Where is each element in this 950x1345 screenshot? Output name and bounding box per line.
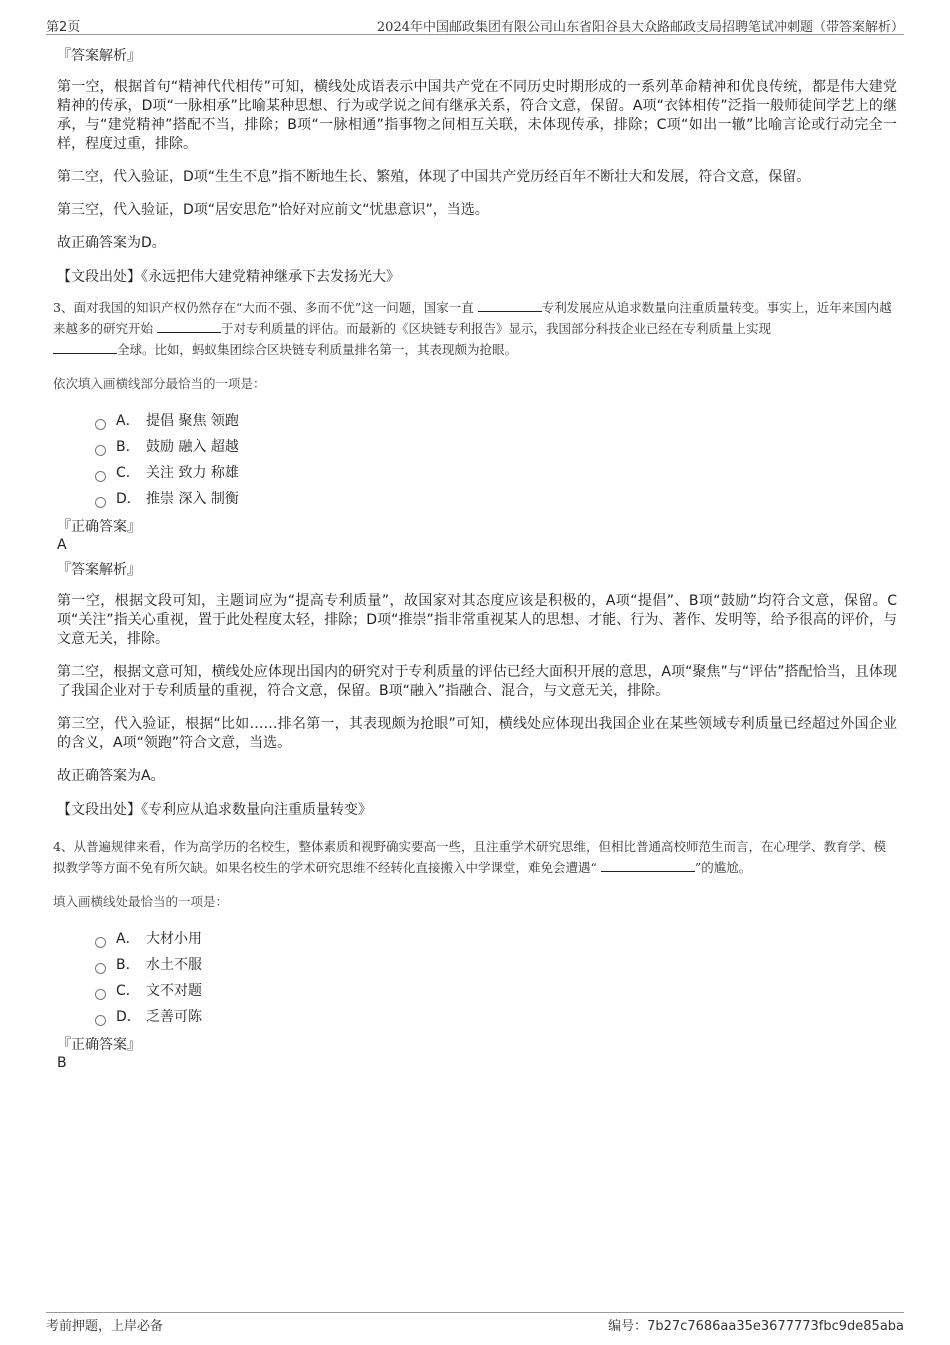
page-number: 第2页 (46, 20, 81, 35)
radio-icon[interactable] (95, 471, 106, 482)
correct-answer-label: 『正确答案』 (57, 519, 141, 535)
analysis-paragraph: 第三空，代入验证，D项“居安思危”恰好对应前文“忧患意识”，当选。 (57, 202, 489, 218)
analysis-paragraph: 第三空，代入验证，根据“比如……排名第一，其表现颇为抢眼”可知，横线处应体现出我国企业在某些领域专利质量已经超过外国企业的含义，A项“领跑”符合文意，当选。 (57, 716, 897, 751)
source-citation: 【文段出处】《永远把伟大建党精神继承下去发扬光大》 (57, 269, 400, 285)
source-citation: 【文段出处】《专利应从追求数量向注重质量转变》 (57, 802, 372, 818)
fill-blank (53, 341, 117, 354)
document-title: 2024年中国邮政集团有限公司山东省阳谷县大众路邮政支局招聘笔试冲刺题（带答案解析） (376, 20, 904, 35)
option-a[interactable]: A． 大材小用 (95, 926, 897, 952)
radio-icon[interactable] (95, 989, 106, 1000)
radio-icon[interactable] (95, 497, 106, 508)
correct-answer-label: 『正确答案』 (57, 1037, 141, 1053)
option-b[interactable]: B． 鼓励 融入 超越 (95, 434, 897, 460)
question-4-options (95, 926, 897, 1030)
fill-blank (157, 320, 221, 333)
analysis-paragraph: 第一空，根据首句“精神代代相传”可知，横线处成语表示中国共产党在不同历史时期形成的一系列革命精神和优良传统，都是伟大建党精神的传承，D项“一脉相承”比喻某种思想、行为或学说之间有继承关系，符合文意，保留。A项“衣钵相传”泛指一般师徒间学艺上的继承，与“建党精神”搭配不当，排除；B项“一脉相通”指事物之间相互关联，未体现传承，排除；C项“如出一辙”比喻言论或行动完全一样，程度过重，排除。 (57, 79, 897, 152)
correct-answer: A (57, 537, 67, 553)
option-b[interactable]: B． 水土不服 (95, 952, 897, 978)
option-a[interactable]: A． 提倡 聚焦 领跑 (95, 408, 897, 434)
analysis-label: 『答案解析』 (57, 562, 141, 578)
radio-icon[interactable] (95, 937, 106, 948)
option-c[interactable]: C． 文不对题 (95, 978, 897, 1004)
radio-icon[interactable] (95, 963, 106, 974)
analysis-paragraph: 故正确答案为D。 (57, 235, 166, 251)
fill-blank (601, 859, 695, 872)
fill-blank (478, 299, 542, 312)
analysis-label: 『答案解析』 (57, 48, 141, 64)
question-3-options (95, 408, 897, 512)
document-body (53, 46, 897, 1078)
question-4-text: 4、从普遍规律来看，作为高学历的名校生，整体素质和视野确实要高一些，且注重学术研究思维，但相比普通高校师范生而言，在心理学、教育学、模拟教学等方面不免有所欠缺。如果名校生的学术研究思维不经转化直接搬入中学课堂，难免会遭遇“ ”的尴尬。 (53, 839, 886, 875)
footer-slogan: 考前押题，上岸必备 (46, 1319, 164, 1334)
analysis-paragraph: 第一空，根据文段可知，主题词应为“提高专利质量”，故国家对其态度应该是积极的，A项“提倡”、B项“鼓励”均符合文意，保留。C项“关注”指关心重视，置于此处程度太轻，排除；D项“推崇”指非常重视某人的思想、才能、行为、著作、发明等，给予很高的评价，与文意无关，排除。 (57, 593, 897, 647)
option-d[interactable]: D． 推崇 深入 制衡 (95, 486, 897, 512)
correct-answer: B (57, 1055, 67, 1071)
question-instruction: 依次填入画横线部分最恰当的一项是： (53, 376, 266, 391)
question-3-text: 3、面对我国的知识产权仍然存在“大而不强、多而不优”这一问题，国家一直 专利发展应从追求数量向注重质量转变。事实上，近年来国内越来越多的研究开始 于对专利质量的评估。而最新的《区块链专利报告》显示，我国部分科技企业已经在专利质量上实现 全球。比如，蚂蚁集团综合区块链专利质量排名第一，其表现颇为抢眼。 (53, 300, 892, 357)
analysis-paragraph: 第二空，代入验证，D项“生生不息”指不断地生长、繁殖，体现了中国共产党历经百年不断壮大和发展，符合文意，保留。 (57, 169, 811, 185)
page-footer (46, 1312, 904, 1334)
option-c[interactable]: C． 关注 致力 称雄 (95, 460, 897, 486)
question-instruction: 填入画横线处最恰当的一项是： (53, 894, 229, 909)
analysis-paragraph: 第二空，根据文意可知，横线处应体现出国内的研究对于专利质量的评估已经大面积开展的意思，A项“聚焦”与“评估”搭配恰当，且体现了我国企业对于专利质量的重视，符合文意，保留。B项“融入”指融合、混合，与文意无关，排除。 (57, 664, 897, 699)
page-header (46, 14, 904, 35)
analysis-paragraph: 故正确答案为A。 (57, 768, 165, 784)
radio-icon[interactable] (95, 445, 106, 456)
document-id: 编号：7b27c7686aa35e3677773fbc9de85aba (608, 1319, 904, 1334)
radio-icon[interactable] (95, 419, 106, 430)
option-d[interactable]: D． 乏善可陈 (95, 1004, 897, 1030)
radio-icon[interactable] (95, 1015, 106, 1026)
